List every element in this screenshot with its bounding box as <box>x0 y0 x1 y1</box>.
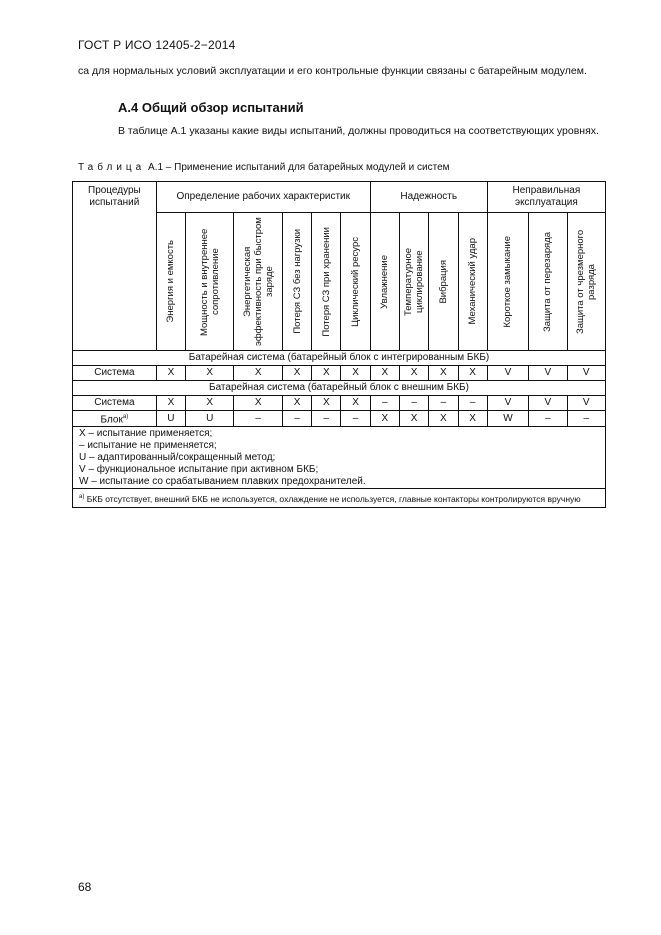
caption-word: Таблица <box>78 162 146 173</box>
subcol: Потеря СЗ при хранении <box>312 213 341 351</box>
table-row: Система X X X X X X – – – – V V V <box>73 396 606 411</box>
group-reliability: Надежность <box>370 182 487 213</box>
legend-item: V – функциональное испытание при активном БКБ; <box>79 464 319 476</box>
footnote-row: $^{а)}$ БКБ отсутствует, внешний БКБ не используется, охлаждение не используется, главные контакторы контролируются вручную <box>73 489 606 508</box>
footnote-text: БКБ отсутствует, внешний БКБ не используется, охлаждение не используется, главные контакторы контролируются вручную <box>86 494 581 505</box>
subcol: Энергетическая эффективность при быстром заряде <box>234 213 282 351</box>
subcol: Вибрация <box>429 213 458 351</box>
subcol: Защита от перезаряда <box>529 213 567 351</box>
subcol: Температурное циклирование <box>399 213 428 351</box>
subcol: Увлажнение <box>370 213 399 351</box>
legend-item: W – испытание со срабатыванием плавких предохранителей. <box>79 476 366 488</box>
page-number: 68 <box>78 880 92 894</box>
table-row: Блок$^{a)}$ U U – – – – X X X X W – – <box>73 411 606 427</box>
paragraph-2: В таблице А.1 указаны какие виды испытаний, должны проводиться на соответствующих уровнях. <box>118 125 599 137</box>
group-performance: Определение рабочих характеристик <box>156 182 370 213</box>
subcol: Мощность и внутреннее сопротивление <box>186 213 234 351</box>
legend-item: U – адаптированный/сокращенный метод; <box>79 452 276 464</box>
table-caption <box>78 162 450 173</box>
subcol: Механический удар <box>458 213 487 351</box>
paragraph-1: са для нормальных условий эксплуатации и его контрольные функции связаны с батарейным модулем. <box>78 65 587 77</box>
table-row: Система X X X X X X X X X X V V V <box>73 366 606 381</box>
subcol: Циклический ресурс <box>341 213 370 351</box>
caption-text: А.1 – Применение испытаний для батарейных модулей и систем <box>148 162 450 173</box>
legend-item: X – испытание применяется; <box>79 428 213 440</box>
subcol: Защита от чрезмерного разряда <box>567 213 606 351</box>
legend-row <box>73 427 606 489</box>
document-header: ГОСТ Р ИСО 12405-2−2014 <box>78 38 236 52</box>
section-row: Батарейная система (батарейный блок с интегрированным БКБ) <box>73 351 606 366</box>
group-header-row <box>73 182 606 213</box>
group-abuse: Неправильная эксплуатация <box>487 182 605 213</box>
subcol: Энергия и емкость <box>156 213 185 351</box>
subcol: Потеря СЗ без нагрузки <box>282 213 311 351</box>
tests-table <box>72 181 606 508</box>
col-procedures: Процедуры испытаний <box>73 182 157 351</box>
subcol: Короткое замыкание <box>487 213 528 351</box>
section-row: Батарейная система (батарейный блок с внешним БКБ) <box>73 381 606 396</box>
section-title: А.4 Общий обзор испытаний <box>118 100 304 115</box>
legend-item: – испытание не применяется; <box>79 440 217 452</box>
